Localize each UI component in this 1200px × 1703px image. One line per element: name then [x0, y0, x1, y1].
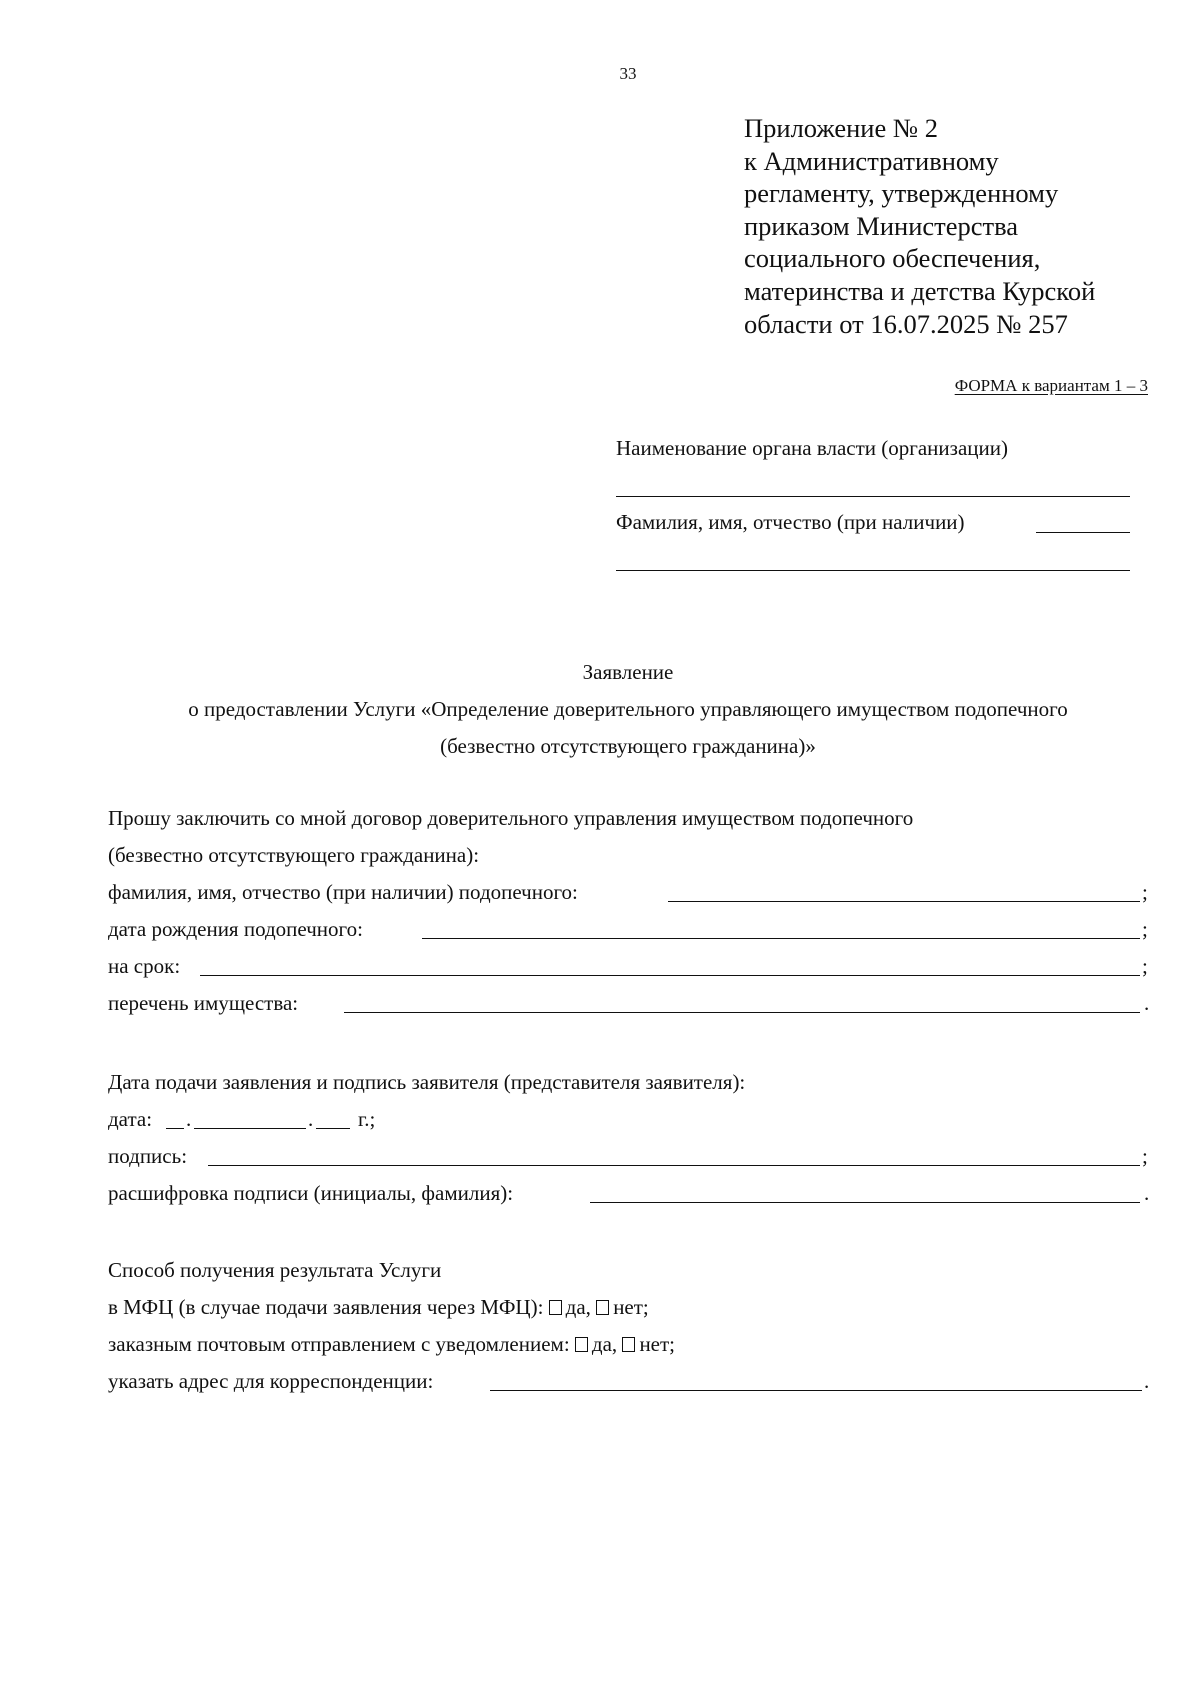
authority-field-line[interactable]	[616, 496, 1130, 497]
statement-heading: Заявление	[582, 660, 674, 684]
statement-subtitle-line: о предоставлении Услуги «Определение доверительного управляющего имуществом подопечного	[188, 697, 1068, 721]
term-row	[108, 954, 1148, 984]
property-list-label: перечень имущества:	[108, 991, 299, 1015]
yes-label: да,	[591, 1332, 618, 1356]
authority-label: Наименование органа власти (организации)	[616, 436, 1008, 460]
no-label: нет;	[613, 1295, 649, 1319]
date-suffix: г.;	[358, 1107, 376, 1131]
field-terminator: ;	[1142, 954, 1148, 978]
appendix-block	[744, 112, 1095, 340]
yes-label: да,	[565, 1295, 591, 1319]
field-terminator: ;	[1142, 917, 1148, 941]
mail-option-label: заказным почтовым отправлением с уведомлением:	[108, 1332, 570, 1356]
ward-name-label: фамилия, имя, отчество (при наличии) подопечного:	[108, 880, 578, 904]
date-day-input-line[interactable]	[166, 1128, 184, 1129]
signature-decode-row	[108, 1181, 1148, 1211]
address-row	[108, 1369, 1152, 1399]
appendix-line: материнства и детства Курской	[744, 275, 1096, 306]
property-list-input-line[interactable]	[344, 1012, 1140, 1013]
signature-label: подпись:	[108, 1144, 188, 1168]
applicant-name-field-line[interactable]	[1036, 532, 1130, 533]
appendix-line: Приложение № 2	[744, 113, 939, 143]
signature-row	[108, 1144, 1148, 1174]
appendix-line: приказом Министерства	[744, 210, 1019, 241]
mail-yes-checkbox[interactable]	[575, 1337, 588, 1352]
signature-decode-input-line[interactable]	[590, 1202, 1140, 1203]
page-number: 33	[619, 64, 637, 83]
result-method-heading: Способ получения результата Услуги	[108, 1258, 442, 1282]
signature-input-line[interactable]	[208, 1165, 1140, 1166]
address-label: указать адрес для корреспонденции:	[108, 1369, 434, 1393]
statement-subtitle-line: (безвестно отсутствующего гражданина)»	[440, 734, 816, 758]
no-label: нет;	[639, 1332, 676, 1356]
date-row	[108, 1107, 508, 1137]
appendix-line: области от 16.07.2025 № 257	[744, 308, 1068, 339]
appendix-line: социального обеспечения,	[744, 243, 1041, 274]
mfc-no-checkbox[interactable]	[596, 1300, 609, 1315]
mfc-option-row	[108, 1295, 649, 1320]
ward-birthdate-row	[108, 917, 1148, 947]
request-intro-2: (безвестно отсутствующего гражданина):	[108, 843, 480, 867]
ward-name-row	[108, 880, 1148, 910]
date-separator: .	[308, 1107, 314, 1131]
property-list-row	[108, 991, 1148, 1021]
mfc-yes-checkbox[interactable]	[549, 1300, 562, 1315]
applicant-name-field-line-2[interactable]	[616, 570, 1130, 571]
date-month-input-line[interactable]	[194, 1128, 306, 1129]
ward-birthdate-label: дата рождения подопечного:	[108, 917, 363, 941]
mail-no-checkbox[interactable]	[622, 1337, 635, 1352]
signature-decode-label: расшифровка подписи (инициалы, фамилия):	[108, 1181, 514, 1205]
mfc-option-label: в МФЦ (в случае подачи заявления через МФЦ):	[108, 1295, 544, 1319]
date-label: дата:	[108, 1107, 153, 1131]
date-separator: .	[186, 1107, 192, 1131]
request-intro: Прошу заключить со мной договор доверительного управления имуществом подопечного	[108, 806, 914, 830]
statement-title	[0, 654, 1200, 765]
field-terminator: .	[1144, 991, 1150, 1015]
address-input-line[interactable]	[490, 1390, 1142, 1391]
field-terminator: .	[1144, 1369, 1150, 1393]
term-input-line[interactable]	[200, 975, 1140, 976]
ward-name-input-line[interactable]	[668, 901, 1140, 902]
applicant-name-label: Фамилия, имя, отчество (при наличии)	[616, 510, 965, 534]
field-terminator: ;	[1142, 1144, 1148, 1168]
date-year-input-line[interactable]	[316, 1128, 350, 1129]
appendix-line: к Административному	[744, 145, 999, 176]
form-reference: ФОРМА к вариантам 1 – 3	[954, 376, 1148, 395]
field-terminator: ;	[1142, 880, 1148, 904]
appendix-line: регламенту, утвержденному	[744, 178, 1059, 209]
signature-heading: Дата подачи заявления и подпись заявителя (представителя заявителя):	[108, 1070, 746, 1094]
term-label: на срок:	[108, 954, 181, 978]
field-terminator: .	[1144, 1181, 1150, 1205]
mail-option-row	[108, 1332, 675, 1357]
ward-birthdate-input-line[interactable]	[422, 938, 1140, 939]
